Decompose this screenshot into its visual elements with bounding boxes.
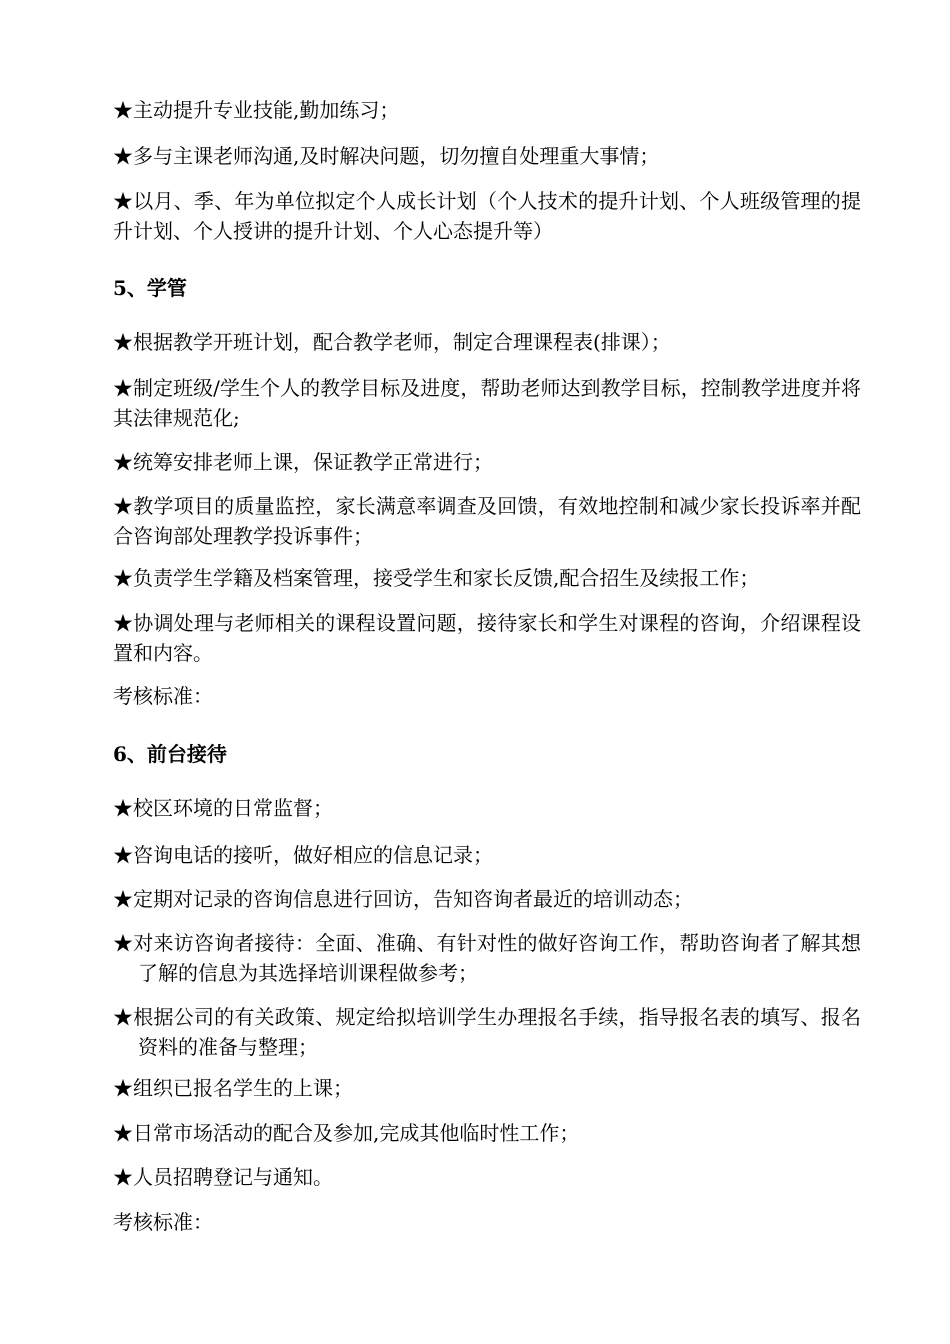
bullet-item: ★制定班级/学生个人的教学目标及进度，帮助老师达到教学目标，控制教学进度并将其法律规范化; [113, 376, 861, 430]
assessment-label: 考核标准： [113, 1210, 213, 1234]
bullet-item: ★根据教学开班计划，配合教学老师，制定合理课程表(排课）； [113, 330, 671, 354]
bullet-item: ★教学项目的质量监控，家长满意率调查及回馈，有效地控制和减少家长投诉率并配合咨询部处理教学投诉事件； [113, 494, 861, 548]
bullet-item: ★咨询电话的接听，做好相应的信息记录； [113, 843, 493, 867]
section-heading: 6、前台接待 [113, 742, 227, 766]
bullet-item: ★主动提升专业技能,勤加练习； [113, 98, 400, 122]
bullet-item: ★多与主课老师沟通,及时解决问题，切勿擅自处理重大事情； [113, 144, 660, 168]
bullet-item: ★统筹安排老师上课，保证教学正常进行； [113, 450, 493, 474]
bullet-item: ★组织已报名学生的上课； [113, 1076, 353, 1100]
bullet-item: ★负责学生学籍及档案管理，接受学生和家长反馈,配合招生及续报工作； [113, 566, 760, 590]
section-heading: 5、学管 [113, 276, 187, 300]
bullet-item: ★人员招聘登记与通知。 [113, 1165, 333, 1189]
bullet-item: ★定期对记录的咨询信息进行回访，告知咨询者最近的培训动态； [113, 887, 693, 911]
bullet-item: ★协调处理与老师相关的课程设置问题，接待家长和学生对课程的咨询，介绍课程设置和内容。 [113, 611, 861, 665]
bullet-item: ★校区环境的日常监督； [113, 796, 333, 820]
bullet-item: ★日常市场活动的配合及参加,完成其他临时性工作； [113, 1121, 580, 1145]
assessment-label: 考核标准： [113, 684, 213, 708]
bullet-item: ★以月、季、年为单位拟定个人成长计划（个人技术的提升计划、个人班级管理的提升计划、个人授讲的提升计划、个人心态提升等） [113, 189, 861, 243]
bullet-item: ★对来访咨询者接待：全面、准确、有针对性的做好咨询工作，帮助咨询者了解其想了解的信息为其选择培训课程做参考； [113, 931, 861, 985]
bullet-item: ★根据公司的有关政策、规定给拟培训学生办理报名手续，指导报名表的填写、报名资料的准备与整理； [113, 1005, 861, 1059]
